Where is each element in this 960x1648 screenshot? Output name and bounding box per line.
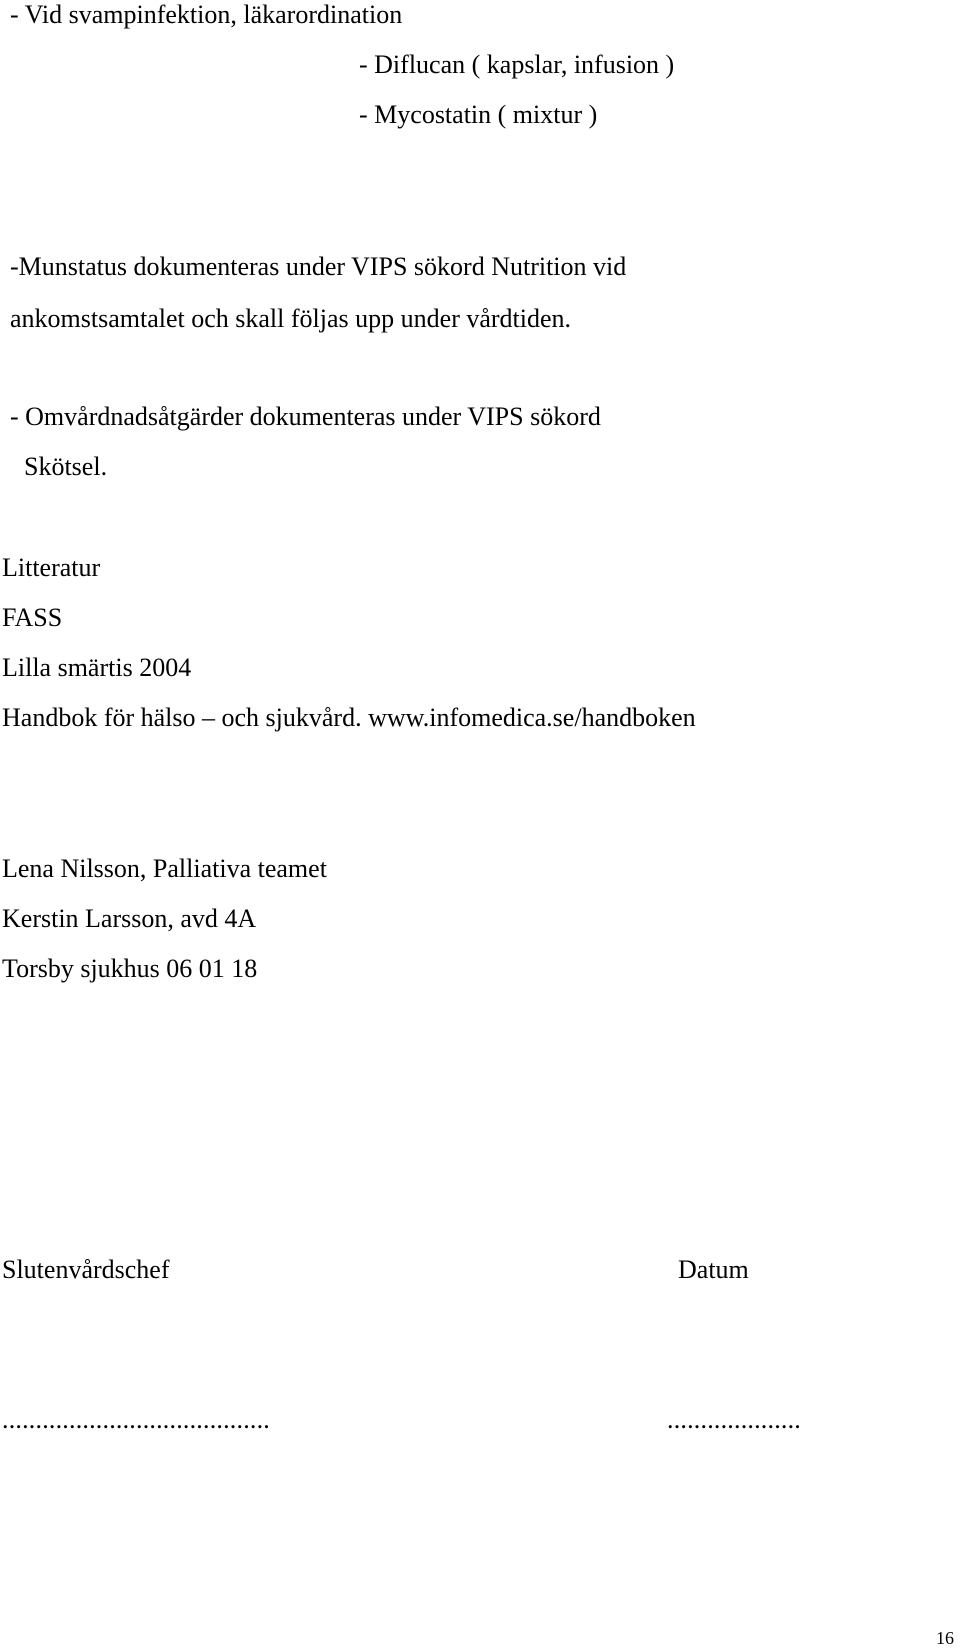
- page-number: 16: [936, 1628, 954, 1648]
- literature-item: Lilla smärtis 2004: [2, 653, 192, 682]
- drug-diflucan: - Diflucan ( kapslar, infusion ): [359, 50, 675, 79]
- author-line: Torsby sjukhus 06 01 18: [2, 954, 258, 983]
- literature-item: FASS: [2, 603, 63, 632]
- literature-item: Handbok för hälso – och sjukvård. www.infomedica.se/handboken: [2, 703, 696, 732]
- fungal-infection-line: - Vid svampinfektion, läkarordination: [10, 0, 403, 29]
- nursing-line-1: - Omvårdnadsåtgärder dokumenteras under VIPS sökord: [10, 402, 601, 431]
- signature-date-dots: ....................: [667, 1405, 801, 1434]
- oral-status-line-2: ankomstsamtalet och skall följas upp under vårdtiden.: [10, 304, 572, 333]
- oral-status-line-1: -Munstatus dokumenteras under VIPS sökord Nutrition vid: [10, 252, 627, 281]
- signature-role-dots: ........................................: [2, 1405, 270, 1434]
- signature-role-label: Slutenvårdschef: [2, 1255, 170, 1284]
- nursing-line-2: Skötsel.: [24, 452, 108, 481]
- author-line: Kerstin Larsson, avd 4A: [2, 904, 257, 933]
- drug-mycostatin: - Mycostatin ( mixtur ): [359, 100, 598, 129]
- author-line: Lena Nilsson, Palliativa teamet: [2, 854, 327, 883]
- signature-date-label: Datum: [678, 1255, 749, 1284]
- literature-heading: Litteratur: [2, 553, 101, 582]
